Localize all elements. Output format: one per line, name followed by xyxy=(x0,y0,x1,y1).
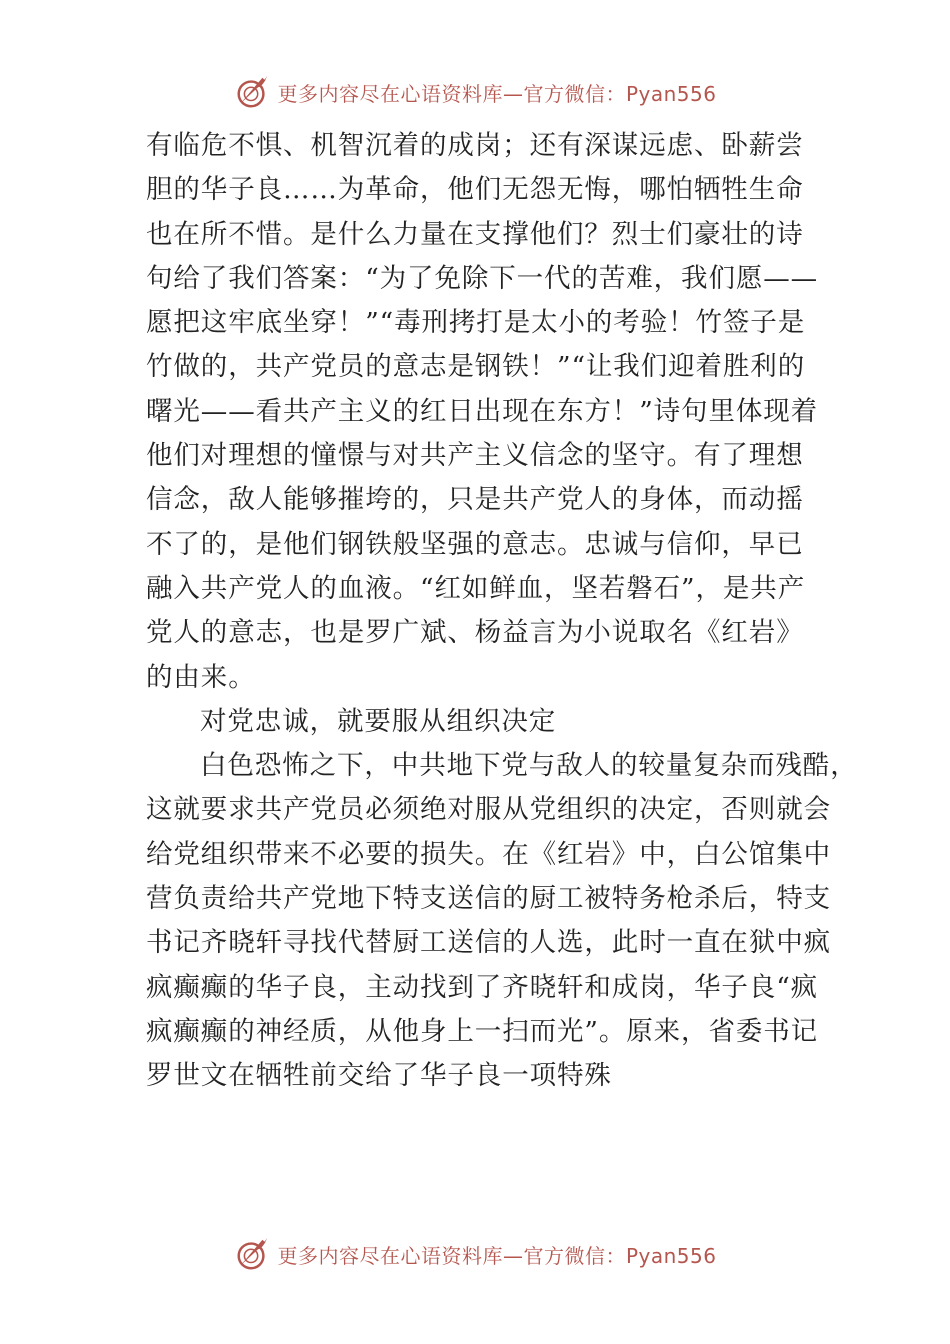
paragraph-line: 疯癫癫的神经质，从他身上一扫而光”。原来，省委书记 xyxy=(146,1015,819,1047)
watermark-text: 更多内容尽在心语资料库—官方微信：Pyan556 xyxy=(277,81,717,106)
paragraph-line: 的由来。 xyxy=(146,661,256,693)
header-watermark-banner xyxy=(0,72,950,112)
watermark-text: 更多内容尽在心语资料库—官方微信：Pyan556 xyxy=(277,1243,717,1268)
paragraph-line: 胆的华子良……为革命，他们无怨无悔，哪怕牺牲生命 xyxy=(146,174,804,206)
footer-watermark-banner xyxy=(0,1234,950,1274)
document-body xyxy=(146,124,858,1099)
paragraph-line: 党人的意志，也是罗广斌、杨益言为小说取名《红岩》 xyxy=(146,617,804,649)
paragraph-line: 书记齐晓轩寻找代替厨工送信的人选，此时一直在狱中疯 xyxy=(146,927,831,959)
paragraph-line: 罗世文在牺牲前交给了华子良一项特殊 xyxy=(146,1060,612,1092)
section-heading: 对党忠诚，就要服从组织决定 xyxy=(200,705,557,737)
paragraph-line: 愿把这牢底坐穿！”“毒刑拷打是太小的考验！竹签子是 xyxy=(146,307,806,339)
paragraph-line: 白色恐怖之下，中共地下党与敌人的较量复杂而残酷， xyxy=(200,750,858,782)
paragraph-line: 疯癫癫的华子良，主动找到了齐晓轩和成岗，华子良“疯 xyxy=(146,971,819,1003)
paragraph-line: 营负责给共产党地下特支送信的厨工被特务枪杀后，特支 xyxy=(146,883,831,915)
paragraph-line: 有临危不惧、机智沉着的成岗；还有深谋远虑、卧薪尝 xyxy=(146,130,804,161)
quill-logo-icon xyxy=(233,73,271,111)
paragraph-line: 不了的，是他们钢铁般坚强的意志。忠诚与信仰，早已 xyxy=(146,528,804,560)
paragraph-line: 也在所不惜。是什么力量在支撑他们？烈士们豪壮的诗 xyxy=(146,218,804,250)
quill-logo-icon xyxy=(233,1235,271,1273)
paragraph-line: 曙光——看共产主义的红日出现在东方！”诗句里体现着 xyxy=(146,395,819,427)
paragraph-line: 这就要求共产党员必须绝对服从党组织的决定，否则就会 xyxy=(146,794,831,826)
paragraph-line: 融入共产党人的血液。“红如鲜血，坚若磐石”，是共产 xyxy=(146,572,806,604)
paragraph-line: 竹做的，共产党员的意志是钢铁！”“让我们迎着胜利的 xyxy=(146,351,806,383)
paragraph-line: 他们对理想的憧憬与对共产主义信念的坚守。有了理想 xyxy=(146,440,804,472)
paragraph-line: 信念，敌人能够摧垮的，只是共产党人的身体，而动摇 xyxy=(146,484,804,516)
paragraph-line: 给党组织带来不必要的损失。在《红岩》中，白公馆集中 xyxy=(146,838,831,870)
paragraph-line: 句给了我们答案：“为了免除下一代的苦难，我们愿—— xyxy=(146,262,819,294)
